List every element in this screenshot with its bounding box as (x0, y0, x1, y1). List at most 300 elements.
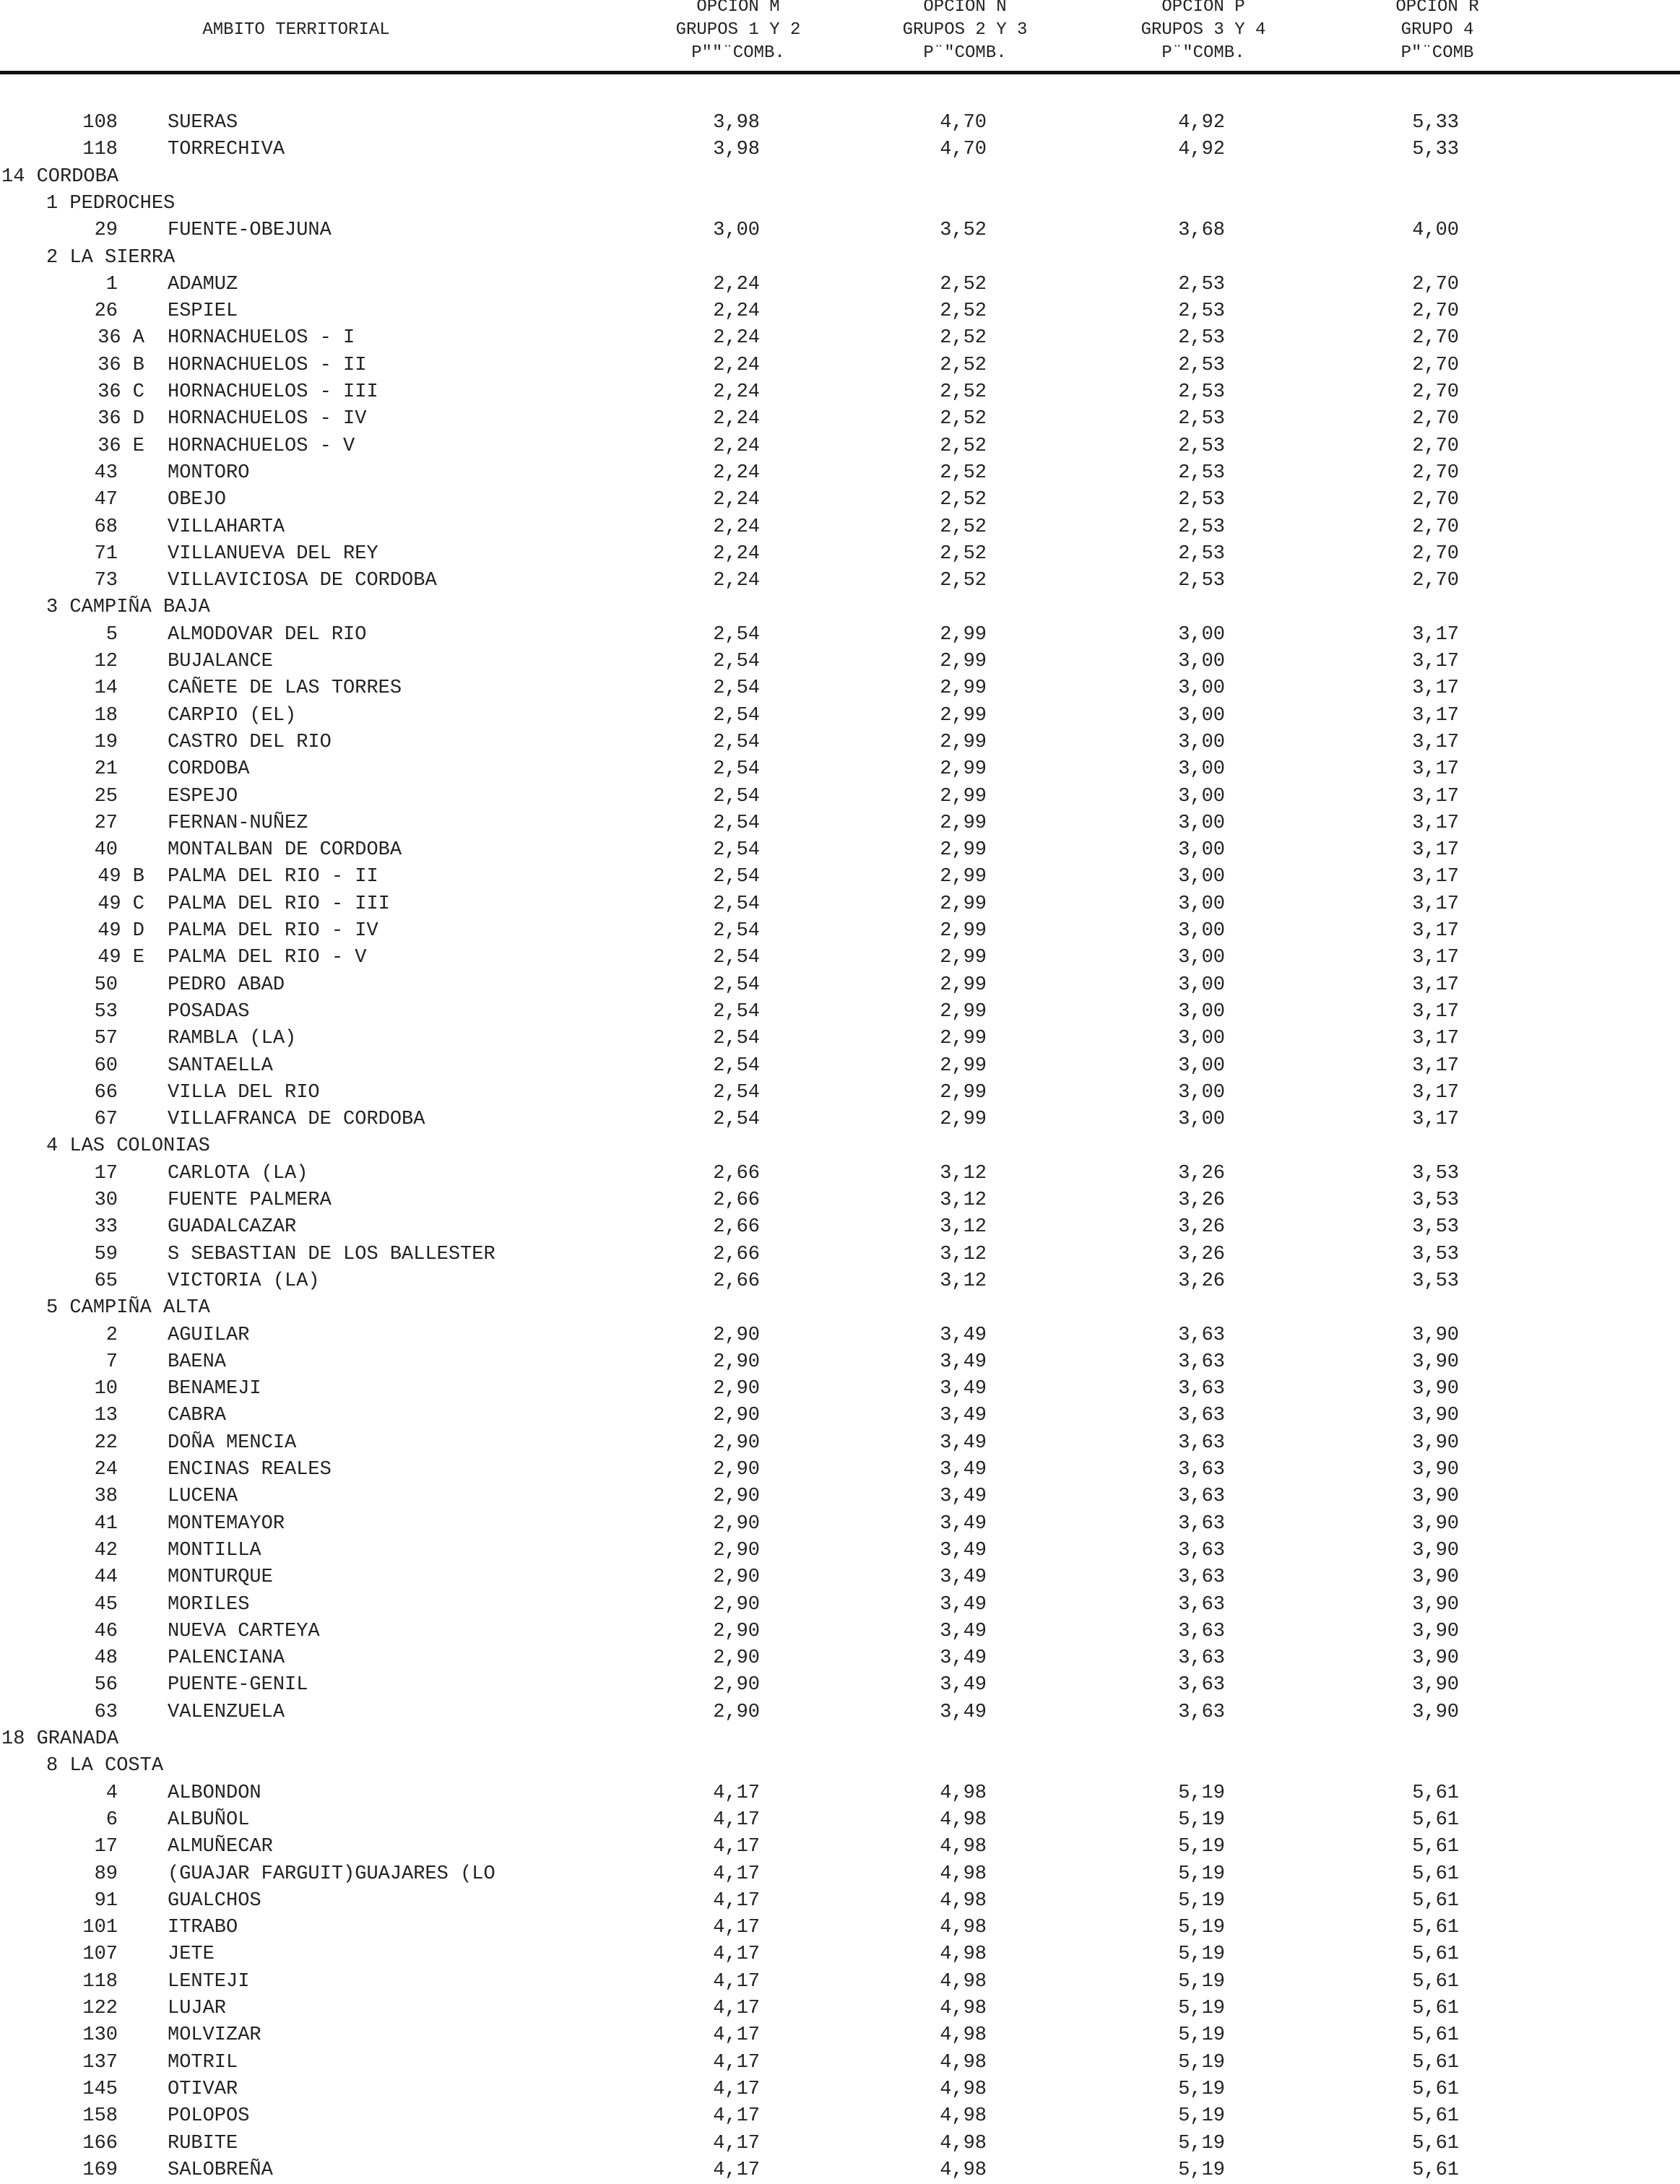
value-cell: 3,90 (1412, 1378, 1459, 1400)
table-row (0, 352, 1680, 379)
municipio-name: ALBONDON (168, 1782, 261, 1804)
table-row (0, 1214, 1680, 1241)
value-cell: 3,17 (1412, 785, 1459, 807)
value-cell: 3,00 (713, 220, 760, 242)
table-row (0, 2076, 1680, 2103)
value-cell: 5,19 (1178, 2105, 1225, 2128)
municipio-code: 47 (94, 489, 118, 511)
value-cell: 2,70 (1412, 570, 1459, 592)
header-ambito: AMBITO TERRITORIAL (202, 20, 390, 40)
municipio-name: FUENTE-OBEJUNA (168, 220, 332, 242)
value-cell: 3,17 (1412, 866, 1459, 888)
value-cell: 3,49 (940, 1378, 987, 1400)
value-cell: 4,17 (713, 2051, 760, 2074)
value-cell: 3,12 (940, 1190, 987, 1211)
municipio-name: LUJAR (168, 1998, 227, 2019)
table-row (0, 1996, 1680, 2022)
value-cell: 3,00 (1178, 812, 1225, 834)
table-row (0, 918, 1680, 945)
value-cell: 2,54 (713, 920, 760, 942)
header-rule (0, 71, 1680, 74)
comarca-heading (0, 245, 1680, 272)
value-cell: 2,99 (940, 1109, 987, 1131)
value-cell: 3,49 (940, 1459, 987, 1481)
value-cell: 4,98 (940, 1808, 987, 1831)
comarca-label: 1 PEDROCHES (46, 192, 176, 214)
municipio-code: 30 (94, 1190, 118, 1211)
value-cell: 2,54 (713, 1028, 760, 1050)
value-cell: 2,70 (1412, 516, 1459, 538)
value-cell: 4,17 (713, 1836, 760, 1858)
municipio-name: MOTRIL (168, 2051, 238, 2074)
value-cell: 3,90 (1412, 1647, 1459, 1670)
value-cell: 2,24 (713, 489, 760, 511)
header-col-1-unit: P¨"COMB. (923, 43, 1007, 63)
value-cell: 2,53 (1178, 516, 1225, 538)
value-cell: 3,17 (1412, 1081, 1459, 1104)
value-cell: 3,63 (1178, 1674, 1225, 1696)
value-cell: 2,99 (940, 1081, 987, 1104)
value-cell: 2,54 (713, 704, 760, 727)
comarca-label: 4 LAS COLONIAS (46, 1135, 210, 1158)
value-cell: 2,90 (713, 1405, 760, 1427)
table-row (0, 649, 1680, 675)
table-row (0, 1080, 1680, 1106)
table-row (0, 1564, 1680, 1591)
value-cell: 2,70 (1412, 327, 1459, 350)
municipio-name: VILLA DEL RIO (168, 1081, 320, 1104)
table-row (0, 1026, 1680, 1052)
municipio-name: PUENTE-GENIL (168, 1674, 308, 1696)
value-cell: 2,53 (1178, 542, 1225, 565)
value-cell: 2,99 (940, 812, 987, 834)
municipio-name: HORNACHUELOS - II (168, 354, 367, 376)
value-cell: 5,61 (1412, 2159, 1459, 2181)
table-row (0, 487, 1680, 514)
value-cell: 2,24 (713, 542, 760, 565)
value-cell: 5,19 (1178, 1863, 1225, 1885)
table-row (0, 1592, 1680, 1618)
table-row (0, 1969, 1680, 1996)
value-cell: 3,90 (1412, 1486, 1459, 1508)
municipio-code: 12 (94, 651, 118, 672)
table-row (0, 891, 1680, 918)
municipio-name: PALMA DEL RIO - II (168, 866, 378, 888)
value-cell: 2,52 (940, 408, 987, 430)
value-cell: 2,99 (940, 677, 987, 700)
municipio-name: MONTILLA (168, 1539, 261, 1561)
municipio-name: SALOBREÑA (168, 2159, 273, 2181)
value-cell: 2,24 (713, 462, 760, 484)
value-cell: 3,00 (1178, 623, 1225, 646)
value-cell: 2,54 (713, 651, 760, 672)
municipio-code: 25 (94, 785, 118, 807)
value-cell: 3,53 (1412, 1190, 1459, 1211)
municipio-name: DOÑA MENCIA (168, 1431, 297, 1454)
value-cell: 3,17 (1412, 1054, 1459, 1077)
table-row (0, 999, 1680, 1026)
value-cell: 4,17 (713, 1863, 760, 1885)
value-cell: 2,90 (713, 1566, 760, 1589)
municipio-code: 122 (82, 1998, 118, 2019)
value-cell: 2,66 (713, 1216, 760, 1239)
value-cell: 3,49 (940, 1512, 987, 1535)
municipio-code: 118 (82, 139, 118, 161)
value-cell: 5,61 (1412, 1808, 1459, 1831)
value-cell: 2,99 (940, 947, 987, 969)
value-cell: 4,17 (713, 1917, 760, 1939)
value-cell: 3,26 (1178, 1190, 1225, 1211)
municipio-code: 57 (94, 1028, 118, 1050)
value-cell: 3,26 (1178, 1270, 1225, 1292)
municipio-name: PEDRO ABAD (168, 974, 285, 996)
municipio-code: 118 (82, 1970, 118, 1993)
header-col-0-unit: P""¨COMB. (691, 43, 785, 63)
value-cell: 2,54 (713, 839, 760, 862)
value-cell: 3,49 (940, 1324, 987, 1346)
value-cell: 2,24 (713, 354, 760, 376)
value-cell: 4,92 (1178, 139, 1225, 161)
municipio-name: GUADALCAZAR (168, 1216, 297, 1239)
municipio-code: 63 (94, 1701, 118, 1723)
table-row (0, 460, 1680, 487)
municipio-code: 26 (94, 300, 118, 323)
municipio-name: PALMA DEL RIO - V (168, 947, 367, 969)
value-cell: 2,53 (1178, 462, 1225, 484)
value-cell: 5,61 (1412, 1889, 1459, 1912)
municipio-code: 36 B (98, 354, 144, 376)
value-cell: 2,52 (940, 462, 987, 484)
value-cell: 3,63 (1178, 1378, 1225, 1400)
value-cell: 2,99 (940, 731, 987, 753)
municipio-name: MONTEMAYOR (168, 1512, 285, 1535)
comarca-label: 3 CAMPIÑA BAJA (46, 597, 210, 619)
municipio-name: (GUAJAR FARGUIT)GUAJARES (LO (168, 1863, 495, 1885)
value-cell: 2,52 (940, 516, 987, 538)
value-cell: 5,19 (1178, 1998, 1225, 2019)
value-cell: 2,53 (1178, 570, 1225, 592)
value-cell: 3,53 (1412, 1216, 1459, 1239)
municipio-name: VILLAVICIOSA DE CORDOBA (168, 570, 437, 592)
municipio-code: 71 (94, 542, 118, 565)
value-cell: 3,12 (940, 1270, 987, 1292)
value-cell: 4,98 (940, 1889, 987, 1912)
municipio-code: 65 (94, 1270, 118, 1292)
value-cell: 3,00 (1178, 839, 1225, 862)
municipio-name: CASTRO DEL RIO (168, 731, 332, 753)
value-cell: 3,90 (1412, 1539, 1459, 1561)
value-cell: 2,52 (940, 354, 987, 376)
table-row (0, 1483, 1680, 1510)
value-cell: 4,98 (940, 1944, 987, 1966)
value-cell: 2,53 (1178, 408, 1225, 430)
value-cell: 3,90 (1412, 1405, 1459, 1427)
value-cell: 2,52 (940, 570, 987, 592)
value-cell: 4,17 (713, 1970, 760, 1993)
table-row (0, 406, 1680, 433)
municipio-name: MORILES (168, 1593, 250, 1616)
header-col-3-grupos: GRUPO 4 (1400, 20, 1474, 40)
municipio-name: SANTAELLA (168, 1054, 273, 1077)
value-cell: 3,49 (940, 1674, 987, 1696)
value-cell: 3,90 (1412, 1593, 1459, 1616)
value-cell: 2,24 (713, 300, 760, 323)
table-row (0, 864, 1680, 890)
municipio-name: S SEBASTIAN DE LOS BALLESTER (168, 1243, 495, 1265)
value-cell: 4,98 (940, 2105, 987, 2128)
header-col-1-grupos: GRUPOS 2 Y 3 (902, 20, 1028, 40)
municipio-name: ALMUÑECAR (168, 1836, 273, 1858)
municipio-name: POLOPOS (168, 2105, 250, 2128)
municipio-name: CAÑETE DE LAS TORRES (168, 677, 402, 700)
table-row (0, 1699, 1680, 1726)
table-row (0, 433, 1680, 460)
value-cell: 3,63 (1178, 1486, 1225, 1508)
table-row (0, 1861, 1680, 1888)
value-cell: 4,17 (713, 2159, 760, 2181)
value-cell: 3,17 (1412, 623, 1459, 646)
value-cell: 3,17 (1412, 758, 1459, 781)
municipio-name: LENTEJI (168, 1970, 250, 1993)
value-cell: 3,00 (1178, 893, 1225, 915)
header-col-0-grupos: GRUPOS 1 Y 2 (675, 20, 801, 40)
municipio-name: CARLOTA (LA) (168, 1162, 308, 1184)
municipio-code: 49 D (98, 920, 144, 942)
value-cell: 3,17 (1412, 1000, 1459, 1023)
value-cell: 2,54 (713, 731, 760, 753)
value-cell: 3,00 (1178, 1000, 1225, 1023)
value-cell: 2,52 (940, 300, 987, 323)
header-col-0-opcion: OPCION M (696, 0, 780, 17)
value-cell: 3,63 (1178, 1620, 1225, 1642)
table-row (0, 2103, 1680, 2130)
value-cell: 2,52 (940, 435, 987, 457)
municipio-code: 24 (94, 1459, 118, 1481)
table-row (0, 2050, 1680, 2076)
municipio-code: 50 (94, 974, 118, 996)
value-cell: 3,53 (1412, 1270, 1459, 1292)
header-col-2-unit: P¨"COMB. (1161, 43, 1245, 63)
value-cell: 2,66 (713, 1243, 760, 1265)
municipio-code: 7 (105, 1351, 118, 1373)
comarca-heading (0, 1753, 1680, 1780)
value-cell: 3,00 (1178, 866, 1225, 888)
value-cell: 2,24 (713, 408, 760, 430)
value-cell: 5,19 (1178, 1836, 1225, 1858)
municipio-name: OTIVAR (168, 2078, 238, 2100)
value-cell: 2,24 (713, 435, 760, 457)
municipio-name: HORNACHUELOS - III (168, 381, 378, 403)
table-row (0, 2022, 1680, 2049)
value-cell: 2,99 (940, 1000, 987, 1023)
table-row (0, 945, 1680, 971)
table-row (0, 1672, 1680, 1699)
value-cell: 2,90 (713, 1351, 760, 1373)
municipio-code: 145 (82, 2078, 118, 2100)
value-cell: 2,90 (713, 1459, 760, 1481)
municipio-name: FUENTE PALMERA (168, 1190, 332, 1211)
municipio-code: 45 (94, 1593, 118, 1616)
value-cell: 4,98 (940, 2132, 987, 2154)
table-row (0, 1161, 1680, 1187)
value-cell: 2,99 (940, 1054, 987, 1077)
value-cell: 4,70 (940, 112, 987, 134)
municipio-code: 33 (94, 1216, 118, 1239)
value-cell: 5,19 (1178, 1782, 1225, 1804)
value-cell: 2,53 (1178, 435, 1225, 457)
value-cell: 5,61 (1412, 1836, 1459, 1858)
provincia-heading (0, 1726, 1680, 1753)
value-cell: 3,26 (1178, 1162, 1225, 1184)
value-cell: 3,17 (1412, 731, 1459, 753)
municipio-name: PALENCIANA (168, 1647, 285, 1670)
value-cell: 4,98 (940, 2051, 987, 2074)
value-cell: 5,33 (1412, 139, 1459, 161)
value-cell: 4,98 (940, 1863, 987, 1885)
value-cell: 3,00 (1178, 651, 1225, 672)
value-cell: 4,98 (940, 1998, 987, 2019)
value-cell: 3,12 (940, 1243, 987, 1265)
table-row (0, 784, 1680, 810)
value-cell: 2,90 (713, 1593, 760, 1616)
value-cell: 2,54 (713, 1000, 760, 1023)
value-cell: 2,70 (1412, 489, 1459, 511)
value-cell: 5,61 (1412, 2024, 1459, 2047)
municipio-name: HORNACHUELOS - V (168, 435, 355, 457)
table-row (0, 675, 1680, 702)
value-cell: 3,17 (1412, 839, 1459, 862)
value-cell: 2,90 (713, 1674, 760, 1696)
value-cell: 3,49 (940, 1701, 987, 1723)
value-cell: 3,53 (1412, 1243, 1459, 1265)
value-cell: 2,24 (713, 327, 760, 350)
municipio-code: 48 (94, 1647, 118, 1670)
value-cell: 3,17 (1412, 947, 1459, 969)
value-cell: 3,00 (1178, 704, 1225, 727)
table-row (0, 837, 1680, 864)
value-cell: 3,17 (1412, 677, 1459, 700)
table-row (0, 1888, 1680, 1915)
value-cell: 2,54 (713, 893, 760, 915)
value-cell: 3,68 (1178, 220, 1225, 242)
municipio-code: 38 (94, 1486, 118, 1508)
value-cell: 2,99 (940, 758, 987, 781)
value-cell: 2,70 (1412, 435, 1459, 457)
value-cell: 2,24 (713, 273, 760, 295)
value-cell: 2,54 (713, 758, 760, 781)
value-cell: 3,00 (1178, 677, 1225, 700)
value-cell: 4,17 (713, 1944, 760, 1966)
municipio-name: MONTALBAN DE CORDOBA (168, 839, 402, 862)
value-cell: 3,98 (713, 112, 760, 134)
value-cell: 2,99 (940, 1028, 987, 1050)
table-row (0, 379, 1680, 406)
value-cell: 5,19 (1178, 2051, 1225, 2074)
comarca-label: 2 LA SIERRA (46, 246, 176, 269)
table-row (0, 756, 1680, 783)
municipio-code: 46 (94, 1620, 118, 1642)
municipio-name: HORNACHUELOS - I (168, 327, 355, 350)
municipio-code: 18 (94, 704, 118, 727)
municipio-code: 4 (105, 1782, 118, 1804)
value-cell: 5,61 (1412, 1998, 1459, 2019)
value-cell: 2,54 (713, 1109, 760, 1131)
provincia-heading (0, 164, 1680, 191)
value-cell: 2,90 (713, 1378, 760, 1400)
municipio-code: 14 (94, 677, 118, 700)
value-cell: 3,63 (1178, 1405, 1225, 1427)
value-cell: 4,17 (713, 1782, 760, 1804)
value-cell: 5,19 (1178, 2132, 1225, 2154)
value-cell: 3,00 (1178, 758, 1225, 781)
municipio-name: ALMODOVAR DEL RIO (168, 623, 367, 646)
municipio-code: 68 (94, 516, 118, 538)
value-cell: 3,90 (1412, 1566, 1459, 1589)
value-cell: 2,99 (940, 839, 987, 862)
table-row (0, 110, 1680, 136)
value-cell: 2,99 (940, 974, 987, 996)
value-cell: 2,90 (713, 1512, 760, 1535)
municipio-code: 42 (94, 1539, 118, 1561)
value-cell: 5,61 (1412, 1970, 1459, 1993)
value-cell: 2,54 (713, 866, 760, 888)
value-cell: 3,63 (1178, 1593, 1225, 1616)
value-cell: 3,90 (1412, 1701, 1459, 1723)
value-cell: 3,49 (940, 1431, 987, 1454)
table-row (0, 1780, 1680, 1807)
value-cell: 3,49 (940, 1593, 987, 1616)
value-cell: 2,54 (713, 947, 760, 969)
municipio-name: SUERAS (168, 112, 238, 134)
value-cell: 3,00 (1178, 920, 1225, 942)
table-row (0, 1430, 1680, 1457)
municipio-name: BENAMEJI (168, 1378, 261, 1400)
value-cell: 5,19 (1178, 1970, 1225, 1993)
value-cell: 3,90 (1412, 1324, 1459, 1346)
value-cell: 2,52 (940, 542, 987, 565)
table-row (0, 1268, 1680, 1295)
table-row (0, 2157, 1680, 2184)
value-cell: 3,00 (1178, 1054, 1225, 1077)
value-cell: 2,90 (713, 1539, 760, 1561)
table-row (0, 703, 1680, 729)
value-cell: 2,99 (940, 704, 987, 727)
value-cell: 4,98 (940, 2024, 987, 2047)
value-cell: 2,54 (713, 677, 760, 700)
table-row (0, 136, 1680, 163)
municipio-code: 107 (82, 1944, 118, 1966)
value-cell: 4,98 (940, 2078, 987, 2100)
value-cell: 5,61 (1412, 1944, 1459, 1966)
value-cell: 3,17 (1412, 893, 1459, 915)
table-row (0, 729, 1680, 756)
table-row (0, 1457, 1680, 1483)
value-cell: 2,90 (713, 1647, 760, 1670)
table-row (0, 1511, 1680, 1538)
value-cell: 2,99 (940, 785, 987, 807)
value-cell: 4,98 (940, 1782, 987, 1804)
value-cell: 3,63 (1178, 1566, 1225, 1589)
municipio-name: ADAMUZ (168, 273, 238, 295)
value-cell: 3,00 (1178, 947, 1225, 969)
value-cell: 2,70 (1412, 462, 1459, 484)
municipio-name: OBEJO (168, 489, 227, 511)
municipio-name: VILLAFRANCA DE CORDOBA (168, 1109, 425, 1131)
municipio-code: 166 (82, 2132, 118, 2154)
municipio-code: 66 (94, 1081, 118, 1104)
value-cell: 3,17 (1412, 812, 1459, 834)
municipio-code: 91 (94, 1889, 118, 1912)
